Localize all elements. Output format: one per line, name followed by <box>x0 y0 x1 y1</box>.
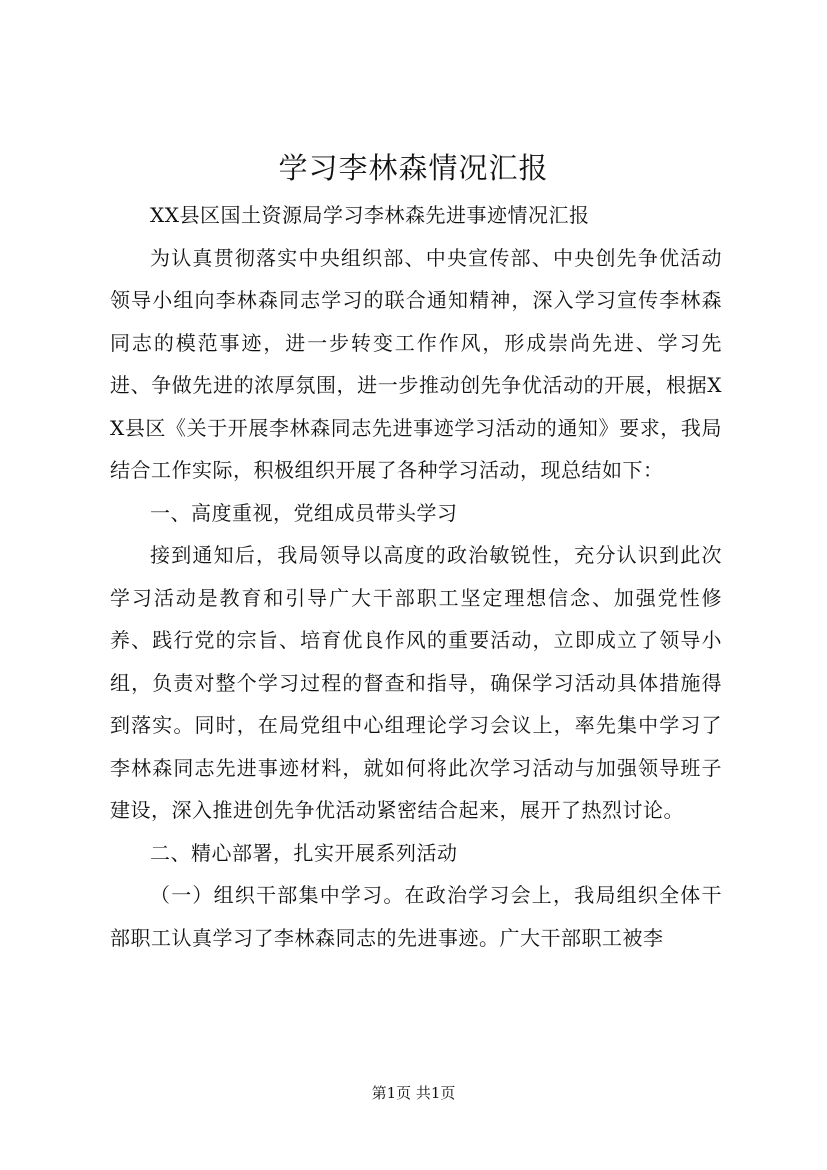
document-subtitle: XX县区国土资源局学习李林森先进事迹情况汇报 <box>150 203 590 227</box>
paragraph-section-2: （一）组织干部集中学习。在政治学习会上，我局组织全体干部职工认真学习了李林森同志的先进事迹。广大干部职工被李 <box>110 883 722 950</box>
section-heading-2: 二、精心部署，扎实开展系列活动 <box>150 840 458 865</box>
document-body <box>110 194 722 959</box>
section-heading-1: 一、高度重视，党组成员带头学习 <box>150 500 458 525</box>
document-title: 学习李林森情况汇报 <box>278 151 549 185</box>
paragraph-section-1: 接到通知后，我局领导以高度的政治敏锐性，充分认识到此次学习活动是教育和引导广大干部职工坚定理想信念、加强党性修养、践行党的宗旨、培育优良作风的重要活动，立即成立了领导小组，负责对整个学习过程的督查和指导，确保学习活动具体措施得到落实。同时，在局党组中心组理论学习会议上，率先集中学习了李林森同志先进事迹材料，就如何将此次学习活动与加强领导班子建设，深入推进创先争优活动紧密结合起来，展开了热烈讨论。 <box>110 543 722 822</box>
paragraph-intro: 为认真贯彻落实中央组织部、中央宣传部、中央创先争优活动领导小组向李林森同志学习的联合通知精神，深入学习宣传李林森同志的模范事迹，进一步转变工作作风，形成崇尚先进、学习先进、争做先进的浓厚氛围，进一步推动创先争优活动的开展，根据XX县区《关于开展李林森同志先进事迹学习活动的通知》要求，我局结合工作实际，积极组织开展了各种学习活动，现总结如下： <box>110 245 722 482</box>
page-footer: 第1页 共1页 <box>371 1084 456 1102</box>
